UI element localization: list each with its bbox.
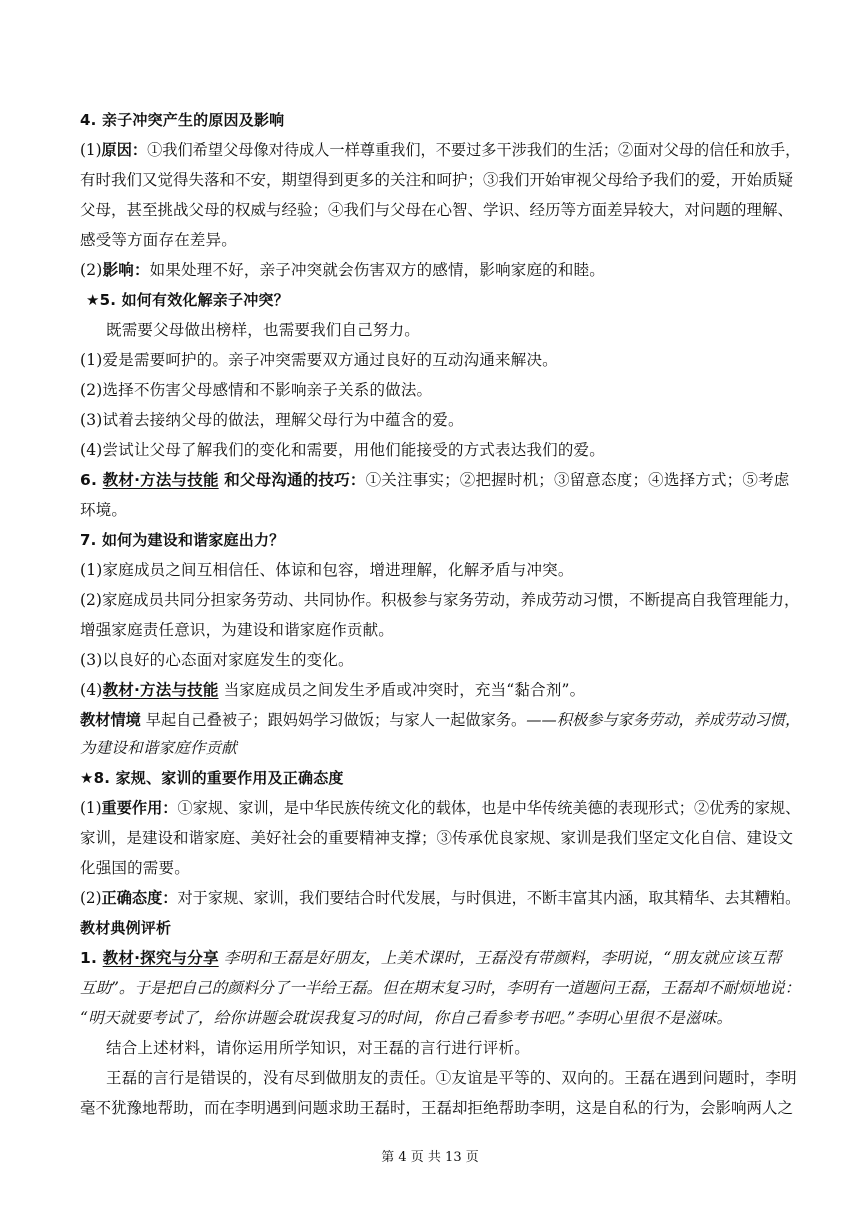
s4-impact-prefix: (2) bbox=[80, 261, 103, 279]
s7-textbook-tag: 教材·方法与技能 bbox=[102, 681, 219, 699]
s7-item-4 bbox=[80, 680, 585, 700]
s7-context-label: 教材情境 bbox=[80, 711, 141, 729]
section-6-line1 bbox=[80, 470, 789, 490]
s6-label: 和父母沟通的技巧： bbox=[218, 471, 366, 489]
evaluation-title: 教材典例评析 bbox=[80, 919, 172, 937]
section-4-title: 4. 亲子冲突产生的原因及影响 bbox=[80, 111, 285, 129]
s8-role-line3: 化强国的需要。 bbox=[80, 859, 190, 877]
eval-textbook-tag: 教材·探究与分享 bbox=[102, 949, 219, 967]
s8-role-line1 bbox=[80, 798, 800, 818]
eval-text1: 李明和王磊是好朋友，上美术课时，王磊没有带颜料，李明说，“朋友就应该互帮 bbox=[218, 949, 782, 967]
s4-reason-prefix: (1) bbox=[80, 141, 102, 159]
s6-number: 6. bbox=[80, 471, 103, 489]
eval-line3: “明天就要考试了，给你讲题会耽误我复习的时间，你自己看参考书吧。”李明心里很不是滋味。 bbox=[80, 1009, 733, 1027]
section-7-title: 7. 如何为建设和谐家庭出力？ bbox=[80, 531, 285, 549]
s4-reason-text1: ①我们希望父母像对待成人一样尊重我们，不要过多干涉我们的生活；②面对父母的信任和放手， bbox=[147, 141, 801, 159]
s4-reason-label: 原因： bbox=[101, 141, 148, 159]
s7-item-2-line1: (2)家庭成员共同分担家务劳动、共同协作。积极参与家务劳动，养成劳动习惯，不断提高自我管理能力， bbox=[80, 591, 800, 609]
s4-reason-line2: 有时我们又觉得失落和不安，期望得到更多的关注和呵护；③我们开始审视父母给予我们的爱，开始质疑 bbox=[80, 171, 794, 189]
s8-attitude-prefix: (2) bbox=[80, 889, 102, 907]
s5-item-4: (4)尝试让父母了解我们的变化和需要，用他们能接受的方式表达我们的爱。 bbox=[80, 441, 605, 459]
s6-text: ①关注事实；②把握时机；③留意态度；④选择方式；⑤考虑 bbox=[365, 471, 790, 489]
s8-role-label: 重要作用： bbox=[101, 799, 178, 817]
s7-item-2-line2: 增强家庭责任意识，为建设和谐家庭作贡献。 bbox=[80, 621, 395, 639]
section-6-line2: 环境。 bbox=[80, 501, 128, 519]
s7-context-line2: 为建设和谐家庭作贡献 bbox=[80, 739, 238, 757]
s7-item-1: (1)家庭成员之间互相信任、体谅和包容，增进理解，化解矛盾与冲突。 bbox=[80, 561, 574, 579]
s8-attitude-line bbox=[80, 888, 800, 908]
s4-reason-line3: 父母，甚至挑战父母的权威与经验；④我们与父母在心智、学识、经历等方面差异较大，对问题的理解、 bbox=[80, 201, 794, 219]
s7-context-italic: ——积极参与家务劳动，养成劳动习惯， bbox=[526, 711, 801, 729]
s4-impact-text: 如果处理不好，亲子冲突就会伤害双方的感情，影响家庭的和睦。 bbox=[149, 261, 605, 279]
s4-reason-line1 bbox=[80, 140, 800, 160]
eval-line2: 互助”。于是把自己的颜料分了一半给王磊。但在期末复习时，李明有一道题问王磊，王磊却不耐烦地说： bbox=[80, 979, 801, 997]
s8-attitude-text: 对于家规、家训，我们要结合时代发展，与时俱进，不断丰富其内涵，取其精华、去其糟粕。 bbox=[177, 889, 801, 907]
s6-textbook-tag: 教材·方法与技能 bbox=[102, 471, 219, 489]
section-5-title: ★5. 如何有效化解亲子冲突？ bbox=[86, 291, 289, 309]
s5-intro: 既需要父母做出榜样，也需要我们自己努力。 bbox=[106, 321, 421, 339]
page-footer: 第 4 页 共 13 页 bbox=[381, 1150, 479, 1165]
s4-reason-line4: 感受等方面存在差异。 bbox=[80, 231, 238, 249]
s7-context-line1 bbox=[80, 710, 800, 730]
eval-number: 1. bbox=[80, 949, 103, 967]
eval-question: 结合上述材料，请你运用所学知识，对王磊的言行进行评析。 bbox=[106, 1039, 530, 1057]
eval-line1 bbox=[80, 948, 781, 968]
s8-role-prefix: (1) bbox=[80, 799, 102, 817]
s5-item-3: (3)试着去接纳父母的做法，理解父母行为中蕴含的爱。 bbox=[80, 411, 464, 429]
s5-item-2: (2)选择不伤害父母感情和不影响亲子关系的做法。 bbox=[80, 381, 433, 399]
s7-item-4-prefix: (4) bbox=[80, 681, 103, 699]
s7-item-4-text: 当家庭成员之间发生矛盾或冲突时，充当“黏合剂”。 bbox=[218, 681, 586, 699]
s8-attitude-label: 正确态度： bbox=[101, 889, 178, 907]
s7-context-text: 早起自己叠被子；跟妈妈学习做饭；与家人一起做家务。 bbox=[140, 711, 527, 729]
s8-role-line2: 家训，是建设和谐家庭、美好社会的重要精神支撑；③传承优良家规、家训是我们坚定文化自信、建设文 bbox=[80, 829, 794, 847]
eval-answer-line2: 毫不犹豫地帮助，而在李明遇到问题求助王磊时，王磊却拒绝帮助李明，这是自私的行为，会影响两人之 bbox=[80, 1099, 794, 1117]
section-8-title: ★8. 家规、家训的重要作用及正确态度 bbox=[80, 769, 344, 787]
eval-answer-line1: 王磊的言行是错误的，没有尽到做朋友的责任。①友谊是平等的、双向的。王磊在遇到问题时，李明 bbox=[106, 1069, 797, 1087]
s4-impact-line bbox=[80, 260, 605, 280]
s7-item-3: (3)以良好的心态面对家庭发生的变化。 bbox=[80, 651, 354, 669]
s4-impact-label: 影响： bbox=[102, 261, 150, 279]
s8-role-text1: ①家规、家训，是中华民族传统文化的载体，也是中华传统美德的表现形式；②优秀的家规、 bbox=[177, 799, 801, 817]
s5-item-1: (1)爱是需要呵护的。亲子冲突需要双方通过良好的互动沟通来解决。 bbox=[80, 351, 558, 369]
